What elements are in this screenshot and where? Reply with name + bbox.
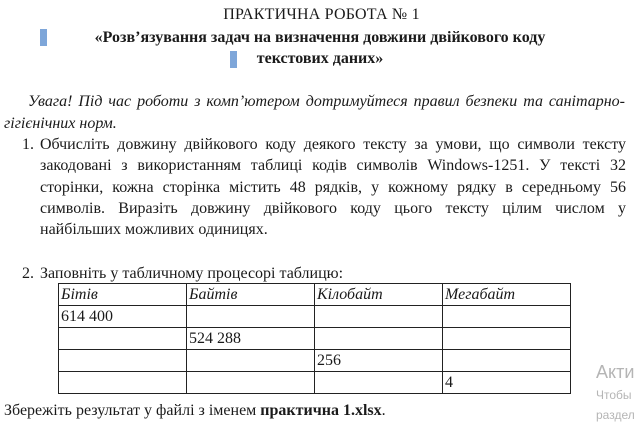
table-cell (187, 306, 315, 328)
task-number: 1. (22, 136, 34, 153)
subtitle-line-2: текстових даних» (256, 50, 384, 67)
task-number: 2. (22, 265, 34, 282)
task-text: Обчисліть довжину двійкового коду деякого тексту за умови, що символи тексту закодовані з використанням таблиці кодів символів Windows-1251. У тексті 32 сторінки, кожна сторінка містить 48 рядків, у кожному рядку в середньому 56 символів. Виразіть довжину двійкового коду цього тексту цілим числом у найбільших можливих одиницях. (40, 136, 626, 239)
safety-warning: Увага! Під час роботи з комп’ютером дотримуйтеся правил безпеки та санітарно-гігієнічних норм. (4, 93, 625, 132)
task-item-2 (22, 263, 626, 284)
save-instruction-end: . (381, 402, 386, 419)
save-filename: практична 1.xlsx (260, 402, 382, 419)
page-subtitle (40, 27, 600, 69)
page-title: ПРАКТИЧНА РОБОТА № 1 (223, 6, 420, 23)
table-cell (59, 372, 187, 394)
table-row (59, 306, 571, 328)
table-header-row (59, 284, 571, 306)
table-cell: 256 (315, 350, 443, 372)
table-header-cell: Бітів (59, 284, 187, 306)
activation-watermark-text: Чтобы (596, 388, 632, 402)
table-cell: 614 400 (59, 306, 187, 328)
table-cell (187, 350, 315, 372)
units-table (58, 283, 571, 394)
activation-watermark-text: раздел (596, 408, 635, 422)
table-header-cell: Мегабайт (443, 284, 571, 306)
subtitle-line-1: «Розв’язування задач на визначення довжини двійкового коду (94, 29, 546, 46)
table-row (59, 328, 571, 350)
table-cell (443, 306, 571, 328)
table-cell (187, 372, 315, 394)
table-cell (315, 328, 443, 350)
table-cell (59, 328, 187, 350)
table-cell: 4 (443, 372, 571, 394)
table-cell (315, 306, 443, 328)
table-header-cell: Кілобайт (315, 284, 443, 306)
table-cell (443, 350, 571, 372)
save-instruction (4, 402, 386, 420)
activation-watermark-title: Акти (596, 362, 635, 382)
table-row (59, 350, 571, 372)
table-header-cell: Байтів (187, 284, 315, 306)
table-cell (315, 372, 443, 394)
table-cell (59, 350, 187, 372)
task-item-1 (22, 134, 626, 240)
task-text: Заповніть у табличному процесорі таблицю: (40, 265, 344, 282)
table-cell: 524 288 (187, 328, 315, 350)
table-cell (443, 328, 571, 350)
save-instruction-text: Збережіть результат у файлі з іменем (4, 402, 261, 419)
table-row (59, 372, 571, 394)
